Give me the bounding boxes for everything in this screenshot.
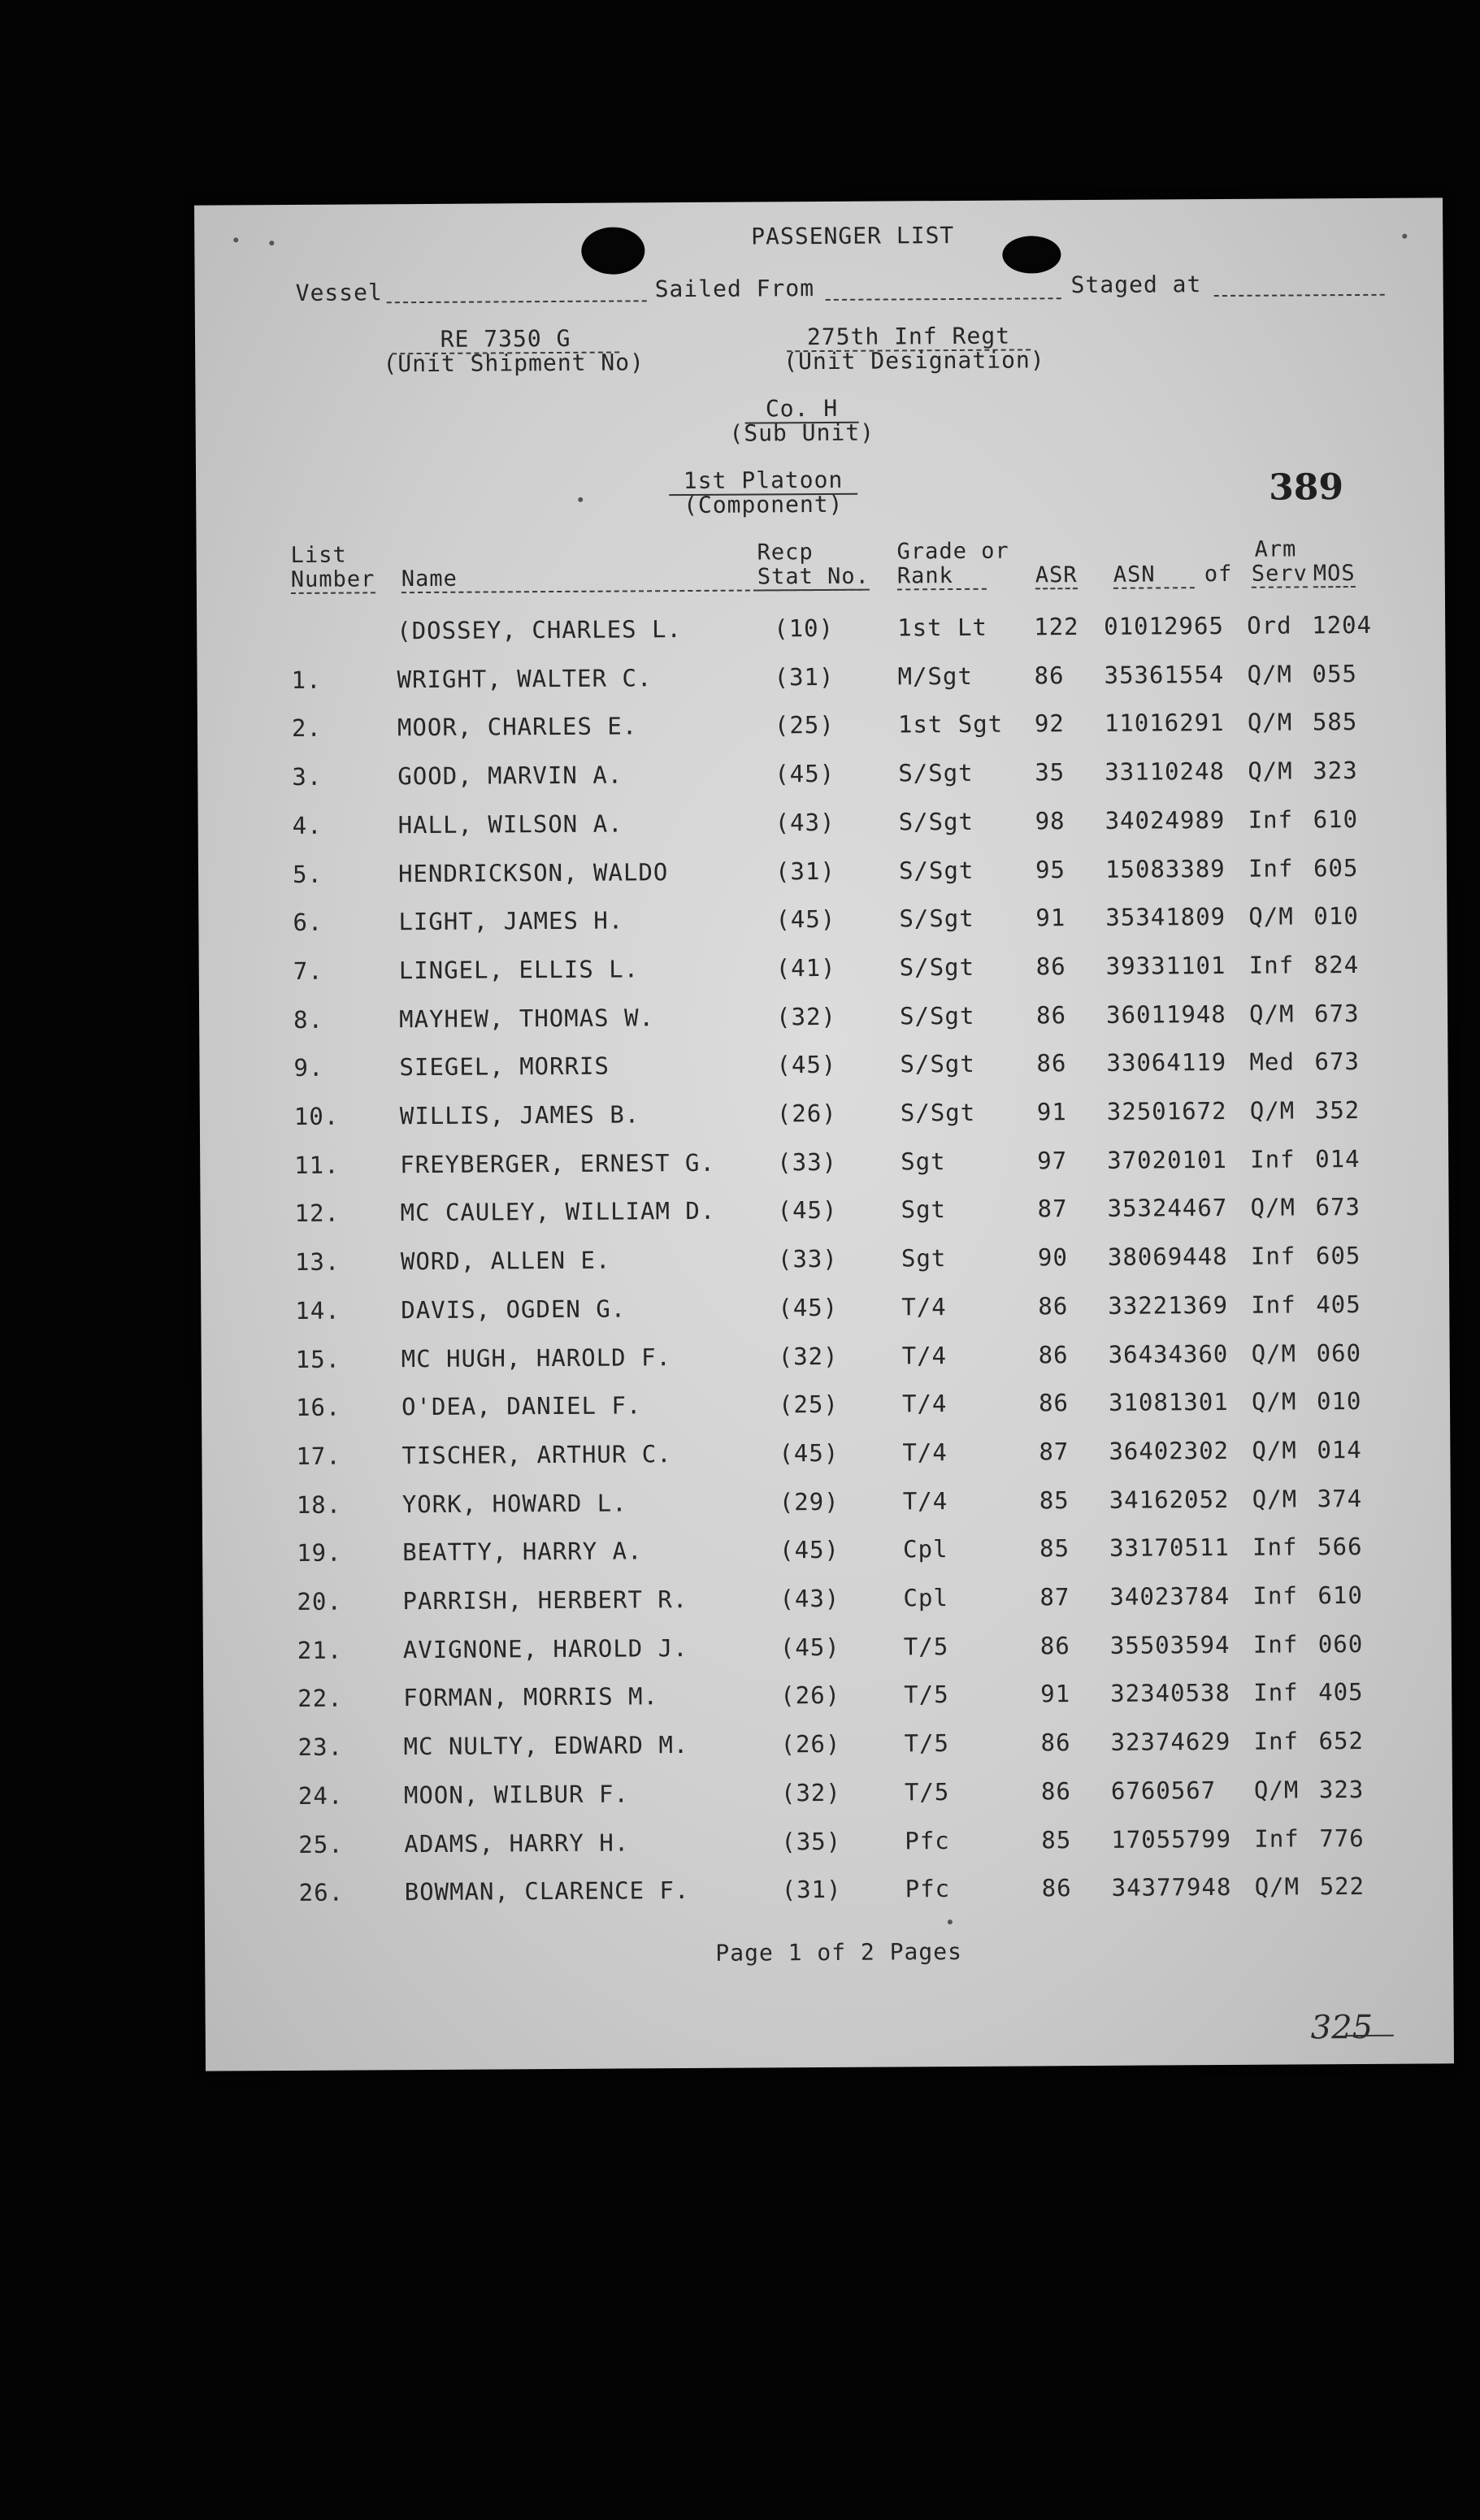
cell-asr: 86 [1038,1340,1069,1368]
cell-stat-no: (31) [774,662,835,692]
cell-list-number: 15. [295,1345,341,1373]
cell-serv: Q/M [1250,1193,1296,1222]
cell-rank: T/4 [902,1486,948,1516]
cell-rank: T/5 [904,1729,950,1758]
cell-asr: 87 [1037,1195,1068,1223]
cell-mos: 610 [1313,805,1359,834]
cell-asn: 35324467 [1107,1194,1228,1223]
cell-serv: Ord [1247,611,1292,640]
cell-mos: 673 [1313,999,1360,1027]
cell-stat-no: (31) [781,1876,842,1904]
table-row [205,1872,1453,1924]
cell-asr: 98 [1035,806,1066,835]
speck [233,237,238,242]
cell-stat-no: (32) [778,1342,839,1370]
cell-name: LIGHT, JAMES H. [398,906,624,936]
cell-asn: 34377948 [1111,1873,1232,1902]
col-header-list: List [290,542,347,568]
col-header-arm: Arm [1254,536,1297,562]
page-footer: Page 1 of 2 Pages [715,1937,963,1967]
document-title: PASSENGER LIST [751,222,955,250]
speck [1402,234,1407,239]
cell-name: MAYHEW, THOMAS W. [399,1003,655,1033]
col-header-of: of [1204,561,1233,588]
cell-serv: Inf [1252,1533,1298,1562]
cell-asr: 86 [1041,1874,1072,1902]
cell-list-number: 13. [294,1247,341,1277]
cell-mos: 605 [1313,853,1359,882]
table-row [198,805,1447,857]
cell-asn: 32374629 [1110,1728,1231,1756]
cell-asr: 90 [1037,1243,1068,1272]
cell-rank: Cpl [903,1535,948,1564]
cell-mos: 010 [1313,902,1359,930]
cell-mos: 566 [1317,1533,1363,1561]
cell-stat-no: (43) [775,808,835,837]
table-row [199,950,1447,1003]
cell-mos: 055 [1312,659,1358,688]
cell-mos: 374 [1317,1484,1363,1512]
col-header-rank: Rank [897,563,987,591]
cell-stat-no: (33) [777,1147,838,1177]
cell-serv: Inf [1254,1824,1300,1853]
cell-serv: Med [1249,1047,1295,1077]
table-row [197,659,1445,712]
folio-underline [1345,2035,1394,2036]
cell-list-number: 3. [292,762,323,792]
table-row [204,1824,1452,1876]
component-value: 1st Platoon [669,466,857,496]
cell-rank: T/5 [903,1632,949,1661]
cell-serv: Inf [1248,951,1295,979]
cell-serv: Inf [1252,1630,1299,1659]
sub-unit-caption: (Sub Unit) [729,419,875,447]
staged-at-label: Staged at [1070,271,1202,299]
cell-serv: Q/M [1252,1436,1297,1464]
cell-name: LINGEL, ELLIS L. [398,955,640,985]
cell-stat-no: (35) [781,1827,842,1855]
cell-serv: Inf [1251,1290,1296,1319]
cell-asr: 85 [1041,1825,1072,1854]
cell-list-number: 1. [291,666,322,694]
cell-serv: Inf [1250,1242,1296,1270]
cell-stat-no: (25) [774,711,835,740]
cell-mos: 605 [1315,1242,1361,1270]
unit-shipment-caption: (Unit Shipment No) [383,349,645,378]
cell-rank: S/Sgt [898,807,974,836]
table-row [201,1241,1449,1294]
cell-asn: 17055799 [1111,1824,1232,1854]
cell-list-number: 6. [293,908,323,937]
cell-mos: 673 [1314,1047,1360,1076]
cell-asr: 86 [1038,1291,1069,1321]
cell-stat-no: (10) [774,614,835,643]
cell-name: FORMAN, MORRIS M. [403,1682,659,1712]
cell-asn: 11016291 [1104,709,1225,738]
cell-rank: 1st Lt [897,613,988,642]
cell-serv: Inf [1253,1727,1300,1755]
col-header-asr: ASR [1035,562,1078,588]
cell-mos: 610 [1317,1581,1363,1610]
cell-name: O'DEA, DANIEL F. [401,1391,642,1421]
cell-rank: T/4 [901,1292,947,1321]
col-header-serv: Serv [1251,561,1308,587]
cell-list-number: 23. [297,1733,344,1762]
cell-stat-no: (45) [775,905,836,934]
cell-name: TISCHER, ARTHUR C. [401,1440,672,1470]
cell-asn: 32501672 [1106,1096,1227,1126]
cell-rank: Sgt [901,1195,947,1224]
cell-asr: 35 [1035,758,1066,787]
cell-name: DAVIS, OGDEN G. [401,1295,627,1324]
cell-serv: Q/M [1254,1872,1300,1901]
cell-name: GOOD, MARVIN A. [397,761,623,791]
cell-asn: 01012965 [1104,611,1224,640]
unit-shipment-value: RE 7350 G [392,325,619,355]
cell-asr: 86 [1040,1776,1071,1806]
cell-serv: Q/M [1248,1000,1295,1028]
cell-rank: Sgt [901,1244,947,1273]
cell-asn: 33064119 [1106,1048,1227,1078]
cell-stat-no: (45) [777,1196,838,1225]
table-row [203,1726,1452,1779]
table-row [204,1775,1452,1828]
cell-asn: 33110248 [1105,757,1226,786]
speck [578,497,583,502]
speck [269,241,274,245]
table-row [198,853,1447,906]
cell-list-number: 2. [291,714,322,743]
cell-name: BOWMAN, CLARENCE F. [404,1876,690,1906]
table-row [200,1144,1448,1197]
cell-rank: T/4 [901,1341,948,1369]
cell-mos: 673 [1315,1193,1361,1221]
cell-list-number: 19. [297,1538,342,1568]
cell-serv: Inf [1248,853,1294,883]
cell-list-number: 10. [293,1102,340,1130]
col-header-asn: ASN [1113,562,1195,589]
cell-rank: M/Sgt [897,661,973,691]
cell-list-number: 20. [297,1587,342,1616]
col-header-recp: Recp [757,540,814,566]
cell-stat-no: (41) [775,953,836,982]
cell-asn: 33221369 [1108,1290,1229,1320]
cell-stat-no: (45) [779,1438,840,1468]
cell-asr: 87 [1039,1583,1070,1611]
cell-rank: 1st Sgt [897,710,1004,739]
cell-rank: T/4 [902,1438,948,1467]
handwritten-folio-number: 325 [1310,2008,1374,2047]
cell-asr: 86 [1036,1000,1067,1029]
cell-asr: 86 [1034,661,1065,690]
sub-unit-value: Co. H [744,395,858,424]
cell-stat-no: (32) [780,1778,841,1807]
unit-designation-value: 275th Inf Regt [787,322,1031,352]
col-header-number: Number [290,566,375,592]
cell-mos: 405 [1318,1678,1364,1707]
cell-rank: T/5 [904,1681,949,1709]
cell-serv: Q/M [1248,902,1294,930]
cell-mos: 323 [1313,757,1358,785]
cell-rank: S/Sgt [900,1001,975,1030]
cell-stat-no: (26) [780,1729,841,1759]
passenger-list-sheet [194,197,1454,2071]
cell-asn: 35503594 [1109,1630,1230,1659]
cell-name: SIEGEL, MORRIS [399,1052,610,1082]
cell-mos: 352 [1314,1095,1361,1125]
cell-asr: 86 [1035,952,1066,981]
cell-stat-no: (45) [775,760,835,788]
cell-asn: 33170511 [1109,1533,1230,1563]
cell-rank: S/Sgt [900,1098,976,1127]
cell-asn: 35341809 [1105,903,1226,932]
cell-name: MOON, WILBUR F. [403,1780,629,1809]
col-header-stat-no: Stat No. [757,563,870,590]
cell-name: HALL, WILSON A. [397,809,623,839]
cell-stat-no: (25) [778,1390,839,1419]
cell-list-number: 18. [296,1490,342,1519]
cell-mos: 323 [1318,1775,1365,1804]
cell-name: WORD, ALLEN E. [400,1246,611,1276]
table-row [199,999,1447,1052]
col-header-grade-or: Grade or [896,538,1009,565]
cell-serv: Q/M [1252,1485,1298,1513]
cell-name: MC HUGH, HAROLD F. [401,1342,672,1373]
table-row [197,610,1445,663]
cell-list-number: 8. [293,1005,324,1034]
col-header-name: Name [401,564,865,593]
cell-list-number: 22. [297,1685,343,1713]
cell-mos: 824 [1313,950,1360,979]
col-header-mos: MOS [1313,560,1356,587]
component-caption: (Component) [683,490,844,519]
cell-serv: Inf [1252,1581,1298,1610]
cell-asr: 86 [1038,1389,1070,1417]
cell-asr: 92 [1034,709,1065,738]
cell-list-number: 5. [292,860,323,888]
cell-name: MC NULTY, EDWARD M. [403,1731,689,1761]
cell-name: WRIGHT, WALTER C. [397,663,653,693]
cell-asn: 38069448 [1107,1243,1228,1271]
cell-name: PARRISH, HERBERT R. [402,1585,688,1616]
cell-rank: T/4 [901,1390,948,1418]
cell-rank: S/Sgt [898,758,974,787]
cell-asn: 36434360 [1108,1339,1229,1368]
cell-rank: S/Sgt [899,904,974,933]
cell-name: BEATTY, HARRY A. [402,1537,643,1567]
cell-stat-no: (45) [778,1293,839,1322]
cell-asr: 86 [1039,1631,1070,1660]
cell-mos: 652 [1318,1727,1365,1755]
table-row [201,1290,1449,1342]
cell-stat-no: (29) [779,1487,840,1516]
cell-serv: Q/M [1247,708,1293,737]
cell-name: WILLIS, JAMES B. [399,1100,640,1130]
staged-at-line [1214,294,1385,297]
cell-serv: Inf [1248,805,1294,834]
cell-asr: 95 [1035,855,1066,883]
cell-rank: S/Sgt [899,952,975,982]
cell-mos: 405 [1316,1290,1361,1319]
cell-list-number: 24. [297,1781,344,1810]
cell-list-number: 17. [296,1442,341,1470]
cell-rank: Sgt [901,1147,946,1176]
table-row [200,1193,1448,1246]
page-number-stamp: 389 [1268,466,1344,509]
cell-stat-no: (33) [777,1244,838,1273]
cell-list-number: 26. [298,1878,345,1907]
cell-asn: 35361554 [1104,660,1225,689]
cell-name: FREYBERGER, ERNEST G. [400,1148,715,1178]
cell-mos: 060 [1317,1629,1364,1658]
cell-rank: T/5 [904,1777,950,1807]
cell-mos: 014 [1315,1144,1361,1173]
cell-mos: 522 [1319,1872,1365,1901]
cell-asn: 15083389 [1105,854,1226,883]
cell-asr: 86 [1040,1728,1071,1757]
cell-mos: 060 [1316,1338,1362,1367]
cell-asr: 91 [1040,1680,1071,1708]
cell-asn: 34023784 [1109,1581,1230,1611]
table-row [197,756,1446,809]
cell-mos: 014 [1317,1435,1362,1464]
cell-serv: Q/M [1249,1096,1296,1125]
table-row [202,1484,1451,1537]
table-row [202,1533,1451,1585]
cell-list-number: 25. [298,1830,344,1859]
table-row [202,1581,1451,1633]
cell-serv: Q/M [1247,660,1293,688]
cell-asr: 91 [1035,904,1066,932]
cell-rank: S/Sgt [898,856,974,884]
table-row [200,1095,1448,1148]
cell-list-number: 7. [293,956,323,985]
table-row [197,708,1446,761]
cell-list-number: 11. [294,1151,340,1179]
cell-asn: 37020101 [1107,1145,1227,1174]
cell-rank: Cpl [903,1584,948,1612]
cell-mos: 585 [1312,708,1358,736]
cell-list-number: 21. [297,1636,343,1664]
cell-name: AVIGNONE, HAROLD J. [402,1633,688,1663]
cell-list-number: 4. [292,811,323,839]
cell-stat-no: (45) [776,1051,837,1079]
cell-asn: 36402302 [1109,1436,1230,1465]
cell-name: (DOSSEY, CHARLES L. [397,615,683,645]
table-row [203,1678,1452,1731]
cell-asn: 34024989 [1105,805,1226,835]
cell-mos: 776 [1319,1824,1365,1852]
cell-asn: 34162052 [1109,1485,1230,1514]
cell-asn: 32340538 [1110,1679,1230,1708]
cell-name: MOOR, CHARLES E. [397,712,638,742]
table-row [202,1338,1450,1391]
cell-rank: Pfc [905,1826,950,1854]
cell-asr: 86 [1036,1049,1067,1078]
punch-hole-left [581,227,645,274]
cell-rank: Pfc [905,1875,951,1903]
cell-asr: 97 [1037,1146,1068,1175]
cell-stat-no: (32) [776,1002,837,1030]
table-row [203,1629,1452,1682]
cell-list-number: 14. [295,1296,341,1325]
cell-asn: 31081301 [1108,1388,1229,1417]
cell-list-number: 16. [295,1393,341,1422]
cell-stat-no: (45) [779,1633,840,1662]
cell-asr: 87 [1039,1438,1070,1466]
cell-asn: 39331101 [1105,951,1226,980]
cell-serv: Inf [1250,1145,1296,1173]
cell-name: ADAMS, HARRY H. [404,1828,630,1858]
cell-list-number: 12. [294,1199,341,1228]
cell-serv: Q/M [1251,1338,1297,1368]
cell-serv: Q/M [1248,757,1293,785]
vessel-line [387,300,647,303]
cell-serv: Q/M [1253,1776,1300,1804]
cell-asr: 85 [1039,1534,1070,1563]
cell-stat-no: (43) [779,1584,840,1613]
table-row [199,1047,1447,1100]
cell-name: MC CAULEY, WILLIAM D. [400,1197,716,1227]
table-row [202,1386,1450,1439]
cell-asr: 122 [1034,613,1079,641]
cell-stat-no: (31) [775,857,835,885]
cell-asn: 36011948 [1106,1000,1226,1029]
sailed-from-line [826,297,1061,301]
cell-serv: Inf [1253,1678,1299,1707]
table-row [202,1435,1450,1488]
cell-mos: 010 [1316,1387,1362,1416]
cell-stat-no: (45) [779,1536,840,1564]
vessel-label: Vessel [295,279,383,306]
cell-asr: 85 [1039,1486,1070,1514]
cell-stat-no: (26) [776,1099,837,1128]
sailed-from-label: Sailed From [654,275,815,303]
cell-serv: Q/M [1251,1387,1297,1416]
cell-rank: S/Sgt [900,1050,975,1078]
unit-designation-caption: (Unit Designation) [783,346,1045,375]
cell-asn: 6760567 [1110,1776,1217,1805]
cell-list-number: 9. [293,1054,324,1082]
cell-name: HENDRICKSON, WALDO [397,857,669,887]
cell-mos: 1204 [1312,610,1373,640]
cell-asr: 91 [1036,1098,1067,1126]
cell-name: YORK, HOWARD L. [401,1489,627,1518]
table-row [198,902,1447,955]
cell-stat-no: (26) [780,1681,841,1710]
